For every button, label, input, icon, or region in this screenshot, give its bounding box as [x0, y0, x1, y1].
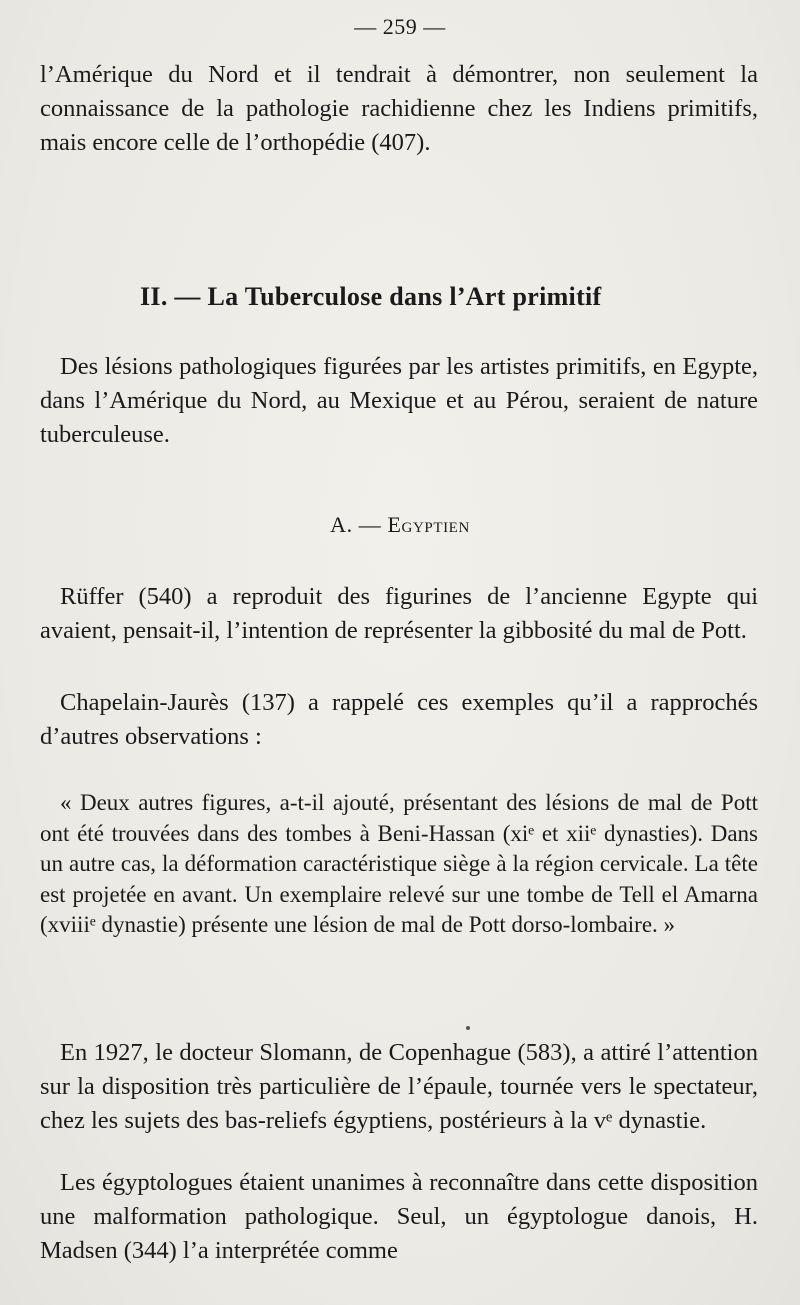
paragraph-slomann: En 1927, le docteur Slomann, de Copenhague (583), a attiré l’attention sur la disposition très particulière de l’épaule, tournée vers le spectateur, chez les sujets des bas-reliefs égyptiens, postérieurs à la vᵉ dynastie.: [40, 1039, 758, 1134]
ink-speck: [466, 1026, 470, 1030]
subsection-title: A. — Egyptien: [330, 512, 470, 537]
paragraph-ruffer: Rüffer (540) a reproduit des figurines de l’ancienne Egypte qui avaient, pensait-il, l’intention de représenter la gibbosité du mal de Pott.: [40, 583, 758, 644]
paragraph-egyptologists: Les égyptologues étaient unanimes à reconnaître dans cette disposition une malformation pathologique. Seul, un égyptologue danois, H. Madsen (344) l’a interprétée comme: [40, 1169, 758, 1264]
paragraph-continuation: l’Amérique du Nord et il tendrait à démontrer, non seulement la connaissance de la pathologie rachidienne chez les Indiens primitifs, mais encore celle de l’orthopédie (407).: [40, 61, 758, 156]
paragraph-chapelain: Chapelain-Jaurès (137) a rappelé ces exemples qu’il a rapprochés d’autres observations :: [40, 689, 758, 750]
paragraph-intro: Des lésions pathologiques figurées par les artistes primitifs, en Egypte, dans l’Amérique du Nord, au Mexique et au Pérou, seraient de nature tuberculeuse.: [40, 353, 758, 448]
section-title: II. — La Tuberculose dans l’Art primitif: [140, 282, 602, 311]
page-number: — 259 —: [354, 14, 446, 39]
quotation-block: « Deux autres figures, a-t-il ajouté, présentant des lésions de mal de Pott ont été trouvées dans des tombes à Beni-Hassan (xiᵉ et xiiᵉ dynasties). Dans un autre cas, la déformation caractéristique siège à la région cervicale. La tête est projetée en avant. Un exemplaire relevé sur une tombe de Tell el Amarna (xviiiᵉ dynastie) présente une lésion de mal de Pott dorso-lombaire. »: [40, 790, 758, 937]
